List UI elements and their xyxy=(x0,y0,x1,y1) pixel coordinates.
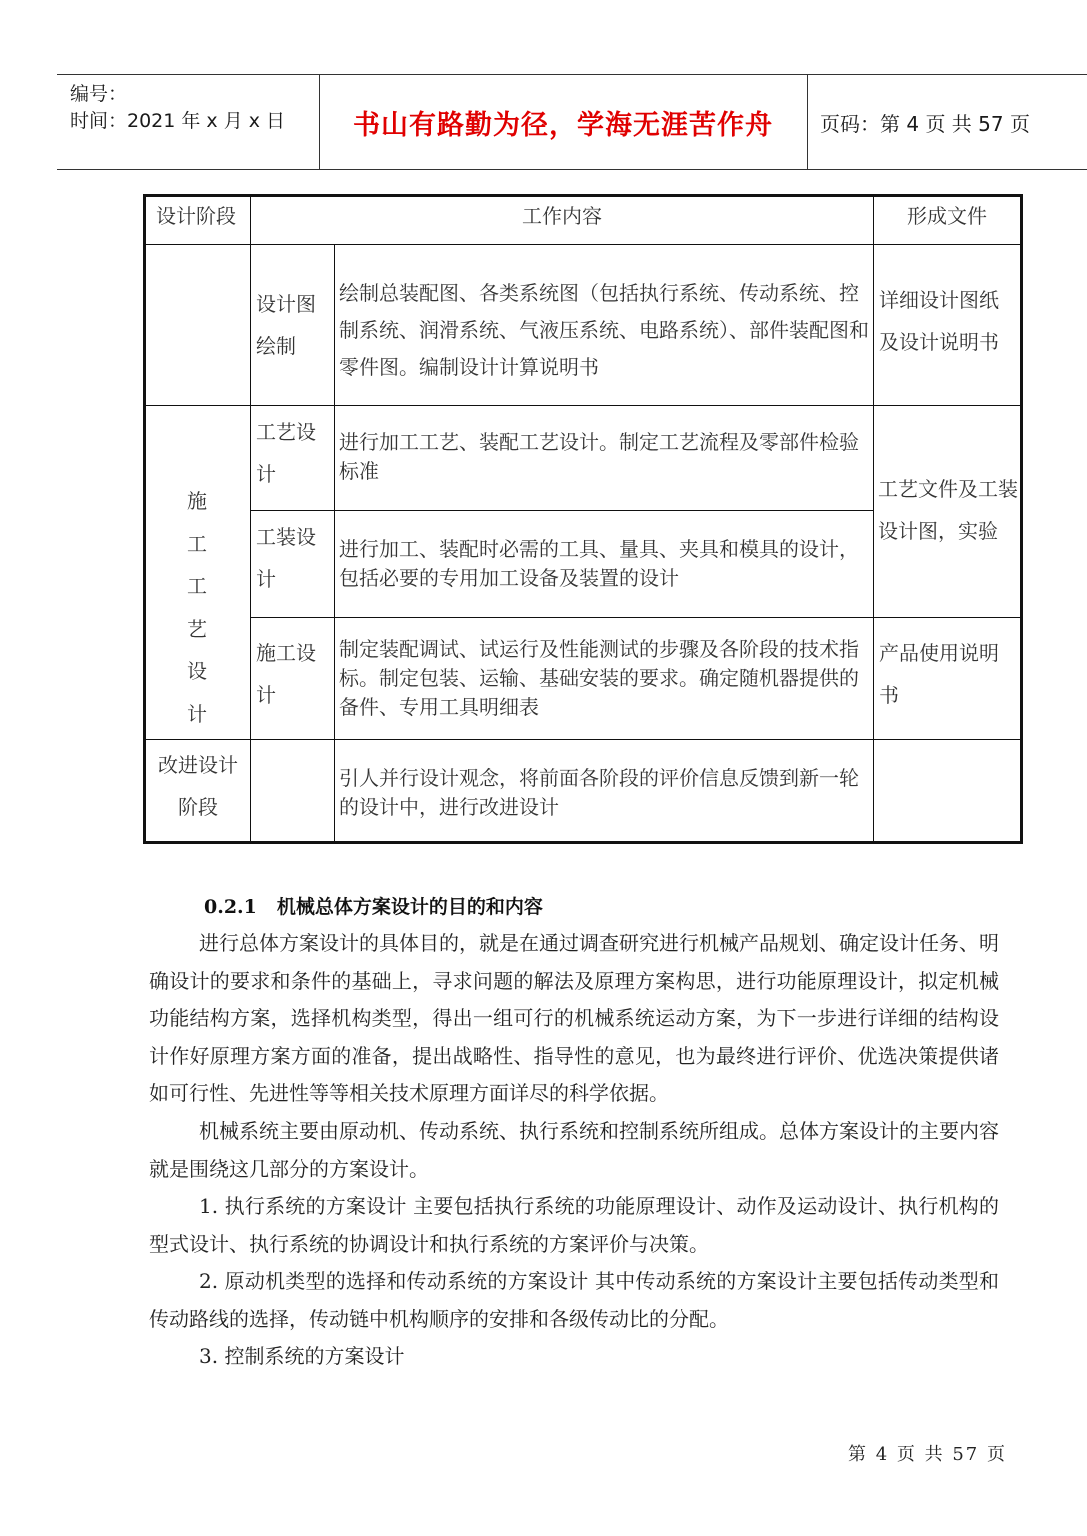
paragraph-drive-system: 2. 原动机类型的选择和传动系统的方案设计 其中传动系统的方案设计主要包括传动类型和传动路线的选择，传动链中机构顺序的安排和各级传动比的分配。 xyxy=(149,1269,999,1331)
table-head-stage: 设计阶段 xyxy=(156,204,236,228)
paragraph-control-system: 3. 控制系统的方案设计 xyxy=(199,1344,405,1368)
row4-sub: 施工设计 xyxy=(250,617,334,739)
page-footer: 第 4 页 共 57 页 xyxy=(848,1444,1007,1465)
time-label: 时间：2021 年 x 月 x 日 xyxy=(70,110,286,132)
group-stage xyxy=(146,405,250,739)
row5-stage: 改进设计阶段 xyxy=(146,739,250,841)
table-head-content: 工作内容 xyxy=(250,197,873,244)
section-number: 0.2.1 xyxy=(204,896,257,918)
page-header xyxy=(57,74,1087,170)
section-title: 机械总体方案设计的目的和内容 xyxy=(276,896,543,918)
row2-content: 进行加工工艺、装配工艺设计。制定工艺流程及零部件检验标准 xyxy=(334,405,873,510)
group-stage-text: 施工工艺设计 xyxy=(187,489,207,726)
row1-stage xyxy=(146,244,250,405)
row4-docs: 产品使用说明书 xyxy=(873,617,1020,739)
header-meta xyxy=(57,75,320,169)
row1-docs: 详细设计图纸及设计说明书 xyxy=(873,244,1020,405)
design-stage-table xyxy=(143,194,1023,844)
row1-sub: 设计图绘制 xyxy=(250,244,334,405)
row3-sub: 工装设计 xyxy=(250,510,334,617)
row23-docs: 工艺文件及工装设计图，实验 xyxy=(873,405,1020,617)
row5-content: 引人并行设计观念，将前面各阶段的评价信息反馈到新一轮的设计中，进行改进设计 xyxy=(334,739,873,841)
row3-content: 进行加工、装配时必需的工具、量具、夹具和模具的设计，包括必要的专用加工设备及装置的设计 xyxy=(334,510,873,617)
table-head-docs: 形成文件 xyxy=(873,197,1020,244)
row5-docs xyxy=(873,739,1020,841)
row4-content: 制定装配调试、试运行及性能测试的步骤及各阶段的技术指标。制定包装、运输、基础安装的要求。确定随机器提供的备件、专用工具明细表 xyxy=(334,617,873,739)
header-page-label: 页码：第 4 页 共 57 页 xyxy=(820,111,1030,136)
row5-sub xyxy=(250,739,334,841)
paragraph-system-composition: 机械系统主要由原动机、传动系统、执行系统和控制系统所组成。总体方案设计的主要内容就是围绕这几部分的方案设计。 xyxy=(149,1119,999,1181)
section-heading xyxy=(204,892,543,919)
paragraph-purpose: 进行总体方案设计的具体目的，就是在通过调查研究进行机械产品规划、确定设计任务、明确设计的要求和条件的基础上，寻求问题的解法及原理方案构思，进行功能原理设计，拟定机械功能结构方案，选择机构类型，得出一组可行的机械系统运动方案，为下一步进行详细的结构设计作好原理方案方面的准备，提出战略性、指导性的意见，也为最终进行评价、优选决策提供诸如可行性、先进性等等相关技术原理方面详尽的科学依据。 xyxy=(149,931,999,1105)
paragraph-execution-system: 1. 执行系统的方案设计 主要包括执行系统的功能原理设计、动作及运动设计、执行机构的型式设计、执行系统的协调设计和执行系统的方案评价与决策。 xyxy=(149,1194,999,1256)
number-label: 编号： xyxy=(70,83,128,105)
header-motto: 书山有路勤为径，学海无涯苦作舟 xyxy=(319,75,808,169)
row1-content: 绘制总装配图、各类系统图（包括执行系统、传动系统、控制系统、润滑系统、气液压系统、电路系统）、部件装配图和零件图。编制设计计算说明书 xyxy=(334,244,873,405)
row2-sub: 工艺设计 xyxy=(250,405,334,510)
